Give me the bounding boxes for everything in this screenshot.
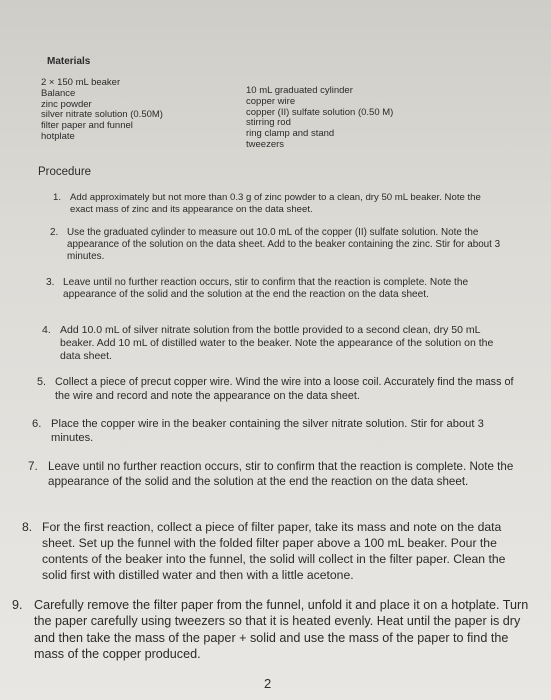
step-text: Add 10.0 mL of silver nitrate solution from the bottle provided to a second clean, dry 50 mL beaker. Add 10 mL of distilled water to the beaker. Note the appearance of the solution on the data sheet. [60, 324, 494, 362]
procedure-step [28, 460, 524, 489]
procedure-step [42, 324, 514, 362]
step-text: Leave until no further reaction occurs, stir to confirm that the reaction is complete. Note the appearance of the solid and the solution at the end the reaction on the data sheet. [48, 460, 514, 488]
material-item: Balance [41, 87, 76, 99]
material-item: hotplate [41, 130, 75, 142]
materials-list-right [246, 86, 393, 151]
step-text: Collect a piece of precut copper wire. Wind the wire into a loose coil. Accurately find the mass of the wire and record and note the appearance on the data sheet. [55, 376, 514, 402]
procedure-step [22, 519, 530, 583]
procedure-heading: Procedure [38, 166, 92, 178]
step-text: Leave until no further reaction occurs, stir to confirm that the reaction is complete. Note the appearance of the solid and the solution at the end the reaction on the data sheet. [63, 277, 469, 300]
page-number: 2 [264, 676, 272, 691]
step-text: Place the copper wire in the beaker containing the silver nitrate solution. Stir for about 3 minutes. [51, 418, 484, 444]
material-item: filter paper and funnel [41, 120, 133, 132]
material-item: copper wire [246, 95, 296, 107]
step-number: 5. [37, 376, 47, 388]
procedure-step [46, 277, 508, 301]
procedure-step [32, 417, 516, 445]
step-text: Add approximately but not more than 0.3 g of zinc powder to a clean, dry 50 mL beaker. Note the exact mass of zinc and its appearance on the data sheet. [70, 192, 481, 215]
step-number: 7. [28, 460, 38, 473]
step-text: For the first reaction, collect a piece of filter paper, take its mass and note on the data sheet. Set up the funnel with the folded filter paper above a 100 mL beaker. Pour the contents of the beaker into the funnel, the solid will collect in the filter paper. Clean the solid first with distilled water and then with a little acetone. [42, 520, 506, 582]
material-item: zinc powder [41, 98, 92, 110]
material-item: tweezers [246, 138, 285, 150]
material-item: silver nitrate solution (0.50M) [41, 109, 163, 121]
material-item: 2 × 150 mL beaker [41, 77, 121, 88]
material-item: copper (II) sulfate solution (0.50 M) [246, 106, 394, 118]
step-number: 4. [42, 324, 51, 336]
materials-heading: Materials [47, 56, 91, 67]
step-text: Carefully remove the filter paper from the funnel, unfold it and place it on a hotplate. Turn the paper carefully using tweezers so that it is heated evenly. Heat until the paper is dry and then take the mass of the paper + solid and use the mass of the paper to find the mass of the copper produced. [34, 598, 529, 662]
material-item: stirring rod [246, 117, 291, 129]
step-number: 3. [46, 277, 55, 288]
step-number: 8. [22, 520, 33, 534]
materials-list-left [41, 78, 163, 143]
procedure-step [12, 597, 538, 663]
material-item: ring clamp and stand [246, 128, 335, 140]
step-number: 1. [53, 192, 62, 203]
procedure-step [50, 227, 504, 262]
step-number: 6. [32, 418, 42, 430]
step-number: 9. [12, 598, 23, 612]
procedure-step [37, 376, 517, 403]
procedure-step [53, 192, 493, 215]
step-number: 2. [50, 227, 59, 238]
step-text: Use the graduated cylinder to measure out 10.0 mL of the copper (II) sulfate solution. Note the appearance of the solution on the data sheet. Add to the beaker containing the zinc. Stir for about 3 minutes. [67, 227, 501, 262]
material-item: 10 mL graduated cylinder [246, 85, 353, 96]
